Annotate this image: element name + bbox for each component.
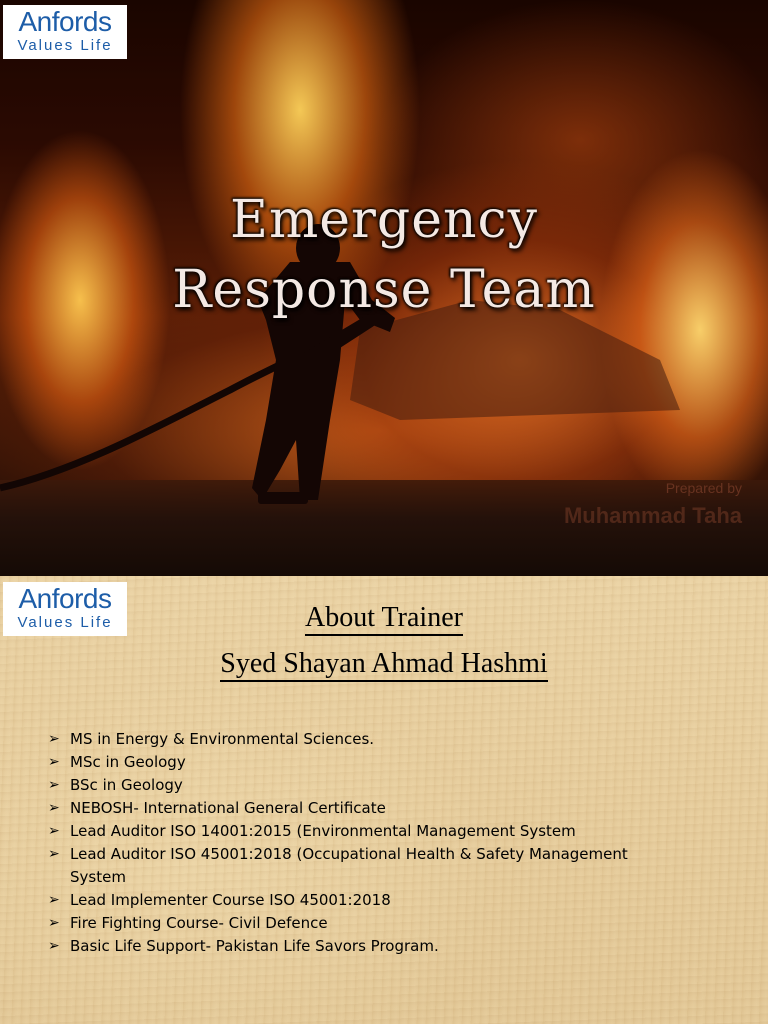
arrow-bullet-icon: ➢ bbox=[48, 731, 60, 747]
list-item bbox=[48, 912, 688, 935]
list-item bbox=[48, 728, 688, 751]
author-name: Muhammad Taha bbox=[563, 503, 742, 528]
credential-text: MS in Energy & Environmental Sciences. bbox=[70, 730, 375, 748]
credential-text: MSc in Geology bbox=[70, 753, 186, 771]
arrow-bullet-icon: ➢ bbox=[48, 938, 60, 954]
list-item bbox=[48, 797, 688, 820]
credential-text: Lead Auditor ISO 45001:2018 (Occupational Health & Safety Management System bbox=[70, 845, 628, 886]
credentials-list bbox=[48, 728, 688, 958]
arrow-bullet-icon: ➢ bbox=[48, 892, 60, 908]
logo-tagline: Values Life bbox=[17, 37, 113, 54]
logo-brand-text: Anfords bbox=[18, 6, 112, 37]
arrow-bullet-icon: ➢ bbox=[48, 800, 60, 816]
credential-text: Basic Life Support- Pakistan Life Savors Program. bbox=[70, 937, 439, 955]
arrow-bullet-icon: ➢ bbox=[48, 754, 60, 770]
arrow-bullet-icon: ➢ bbox=[48, 846, 60, 862]
list-item bbox=[48, 820, 688, 843]
list-item bbox=[48, 751, 688, 774]
logo-tagline-2: Values Life bbox=[17, 614, 113, 631]
list-item bbox=[48, 935, 688, 958]
list-item bbox=[48, 843, 688, 889]
credential-text: NEBOSH- International General Certificate bbox=[70, 799, 386, 817]
logo-brand-text-2: Anfords bbox=[18, 583, 112, 614]
credential-text: Lead Auditor ISO 14001:2015 (Environmental Management System bbox=[70, 822, 576, 840]
arrow-bullet-icon: ➢ bbox=[48, 777, 60, 793]
about-trainer-heading bbox=[0, 602, 768, 634]
credential-text: BSc in Geology bbox=[70, 776, 183, 794]
trainer-name-heading bbox=[0, 648, 768, 680]
credential-text: Fire Fighting Course- Civil Defence bbox=[70, 914, 328, 932]
fire-hose bbox=[0, 355, 300, 488]
about-trainer-slide bbox=[0, 576, 768, 1024]
arrow-bullet-icon: ➢ bbox=[48, 915, 60, 931]
list-item bbox=[48, 774, 688, 797]
title-line-1: Emergency bbox=[230, 190, 538, 250]
slide-title bbox=[0, 185, 768, 325]
arrow-bullet-icon: ➢ bbox=[48, 823, 60, 839]
anfords-logo bbox=[3, 5, 127, 59]
list-item bbox=[48, 889, 688, 912]
trainer-name-text: Syed Shayan Ahmad Hashmi bbox=[220, 648, 547, 682]
credential-text: Lead Implementer Course ISO 45001:2018 bbox=[70, 891, 391, 909]
prepared-by-label: Prepared by bbox=[665, 480, 742, 496]
about-trainer-heading-text: About Trainer bbox=[305, 602, 463, 636]
title-line-2: Response Team bbox=[172, 260, 596, 320]
